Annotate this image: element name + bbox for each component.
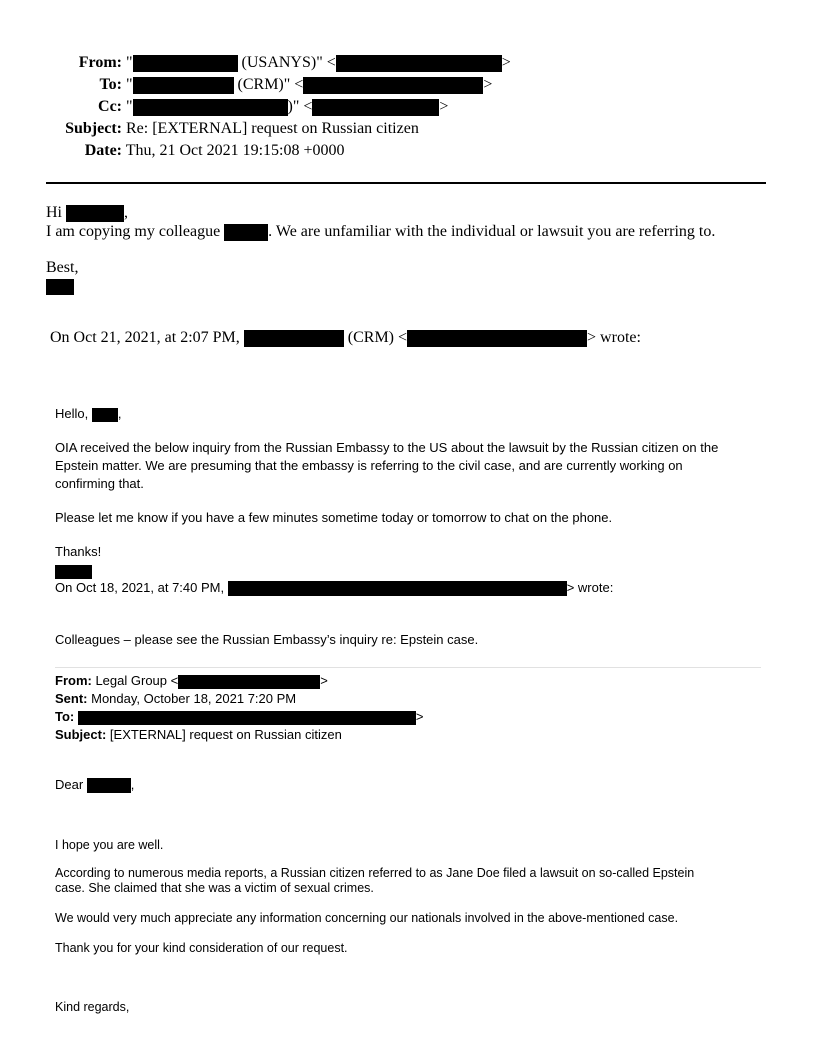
original-p3: We would very much appreciate any information concerning our nationals involved in the above-mentioned case. <box>55 911 679 925</box>
header-from-row <box>46 54 511 72</box>
subject-value: Re: [EXTERNAL] request on Russian citizen <box>126 120 419 137</box>
subject-label: Subject: <box>65 120 122 137</box>
quote1-intro <box>50 329 641 347</box>
original-subject-label: Subject: <box>55 727 107 742</box>
original-from-row <box>55 673 328 689</box>
quote1-intro-start: On Oct 21, 2021, at 2:07 PM, <box>50 329 244 346</box>
date-label: Date: <box>84 142 122 159</box>
redaction-block <box>92 408 118 422</box>
original-p2-line1: According to numerous media reports, a Russian citizen referred to as Jane Doe filed a lawsuit on so-called Epstein <box>55 866 695 880</box>
to-close: > <box>483 76 493 93</box>
original-sent-row <box>55 691 296 706</box>
date-value: Thu, 21 Oct 2021 19:15:08 +0000 <box>125 142 345 159</box>
redaction-block <box>133 55 238 72</box>
reply-greeting <box>46 204 128 222</box>
to-label: To: <box>99 76 122 93</box>
redaction-block <box>178 675 320 689</box>
original-dear <box>55 777 134 793</box>
original-from-value: Legal Group < <box>91 673 179 688</box>
redaction-block <box>303 77 483 94</box>
quote2-intro <box>55 580 613 596</box>
quote1-intro-mid: (CRM) < <box>343 329 408 346</box>
original-sent-label: Sent: <box>55 691 88 706</box>
quote1-hello <box>55 406 121 422</box>
redaction-block <box>336 55 502 72</box>
quote1-para1-line2: Epstein matter. We are presuming that the embassy is referring to the civil case, and are currently working on <box>55 458 683 473</box>
hello-comma: , <box>117 406 122 421</box>
greeting-comma: , <box>124 204 128 221</box>
redaction-block <box>244 330 344 347</box>
original-subject-value: [EXTERNAL] request on Russian citizen <box>106 727 342 742</box>
quote1-signature-redaction <box>55 563 92 581</box>
quote2-intro-start: On Oct 18, 2021, at 7:40 PM, <box>55 580 228 595</box>
greeting-text: Hi <box>46 204 66 221</box>
quote-divider <box>55 667 761 668</box>
from-open-quote: " <box>126 54 133 71</box>
reply-line-1-end: . We are unfamiliar with the individual or lawsuit you are referring to. <box>268 223 716 240</box>
quote1-para1-line1: OIA received the below inquiry from the Russian Embassy to the US about the lawsuit by the Russian citizen on the <box>55 440 719 455</box>
quote1-thanks: Thanks! <box>55 544 102 559</box>
original-to-close: > <box>415 709 424 724</box>
original-p2-line2: case. She claimed that she was a victim of sexual crimes. <box>55 881 374 895</box>
redaction-block <box>312 99 439 116</box>
original-from-label: From: <box>55 673 92 688</box>
redaction-block <box>224 224 268 241</box>
dear-comma: , <box>130 777 135 792</box>
original-to-row <box>55 709 423 725</box>
redaction-block <box>55 565 92 579</box>
to-open-quote: " <box>126 76 133 93</box>
quote1-intro-end: > wrote: <box>587 329 641 346</box>
redaction-block <box>133 99 288 116</box>
redaction-block <box>66 205 124 222</box>
original-p1: I hope you are well. <box>55 838 164 852</box>
redaction-block <box>228 581 567 596</box>
redaction-block <box>407 330 587 347</box>
redaction-block <box>133 77 234 94</box>
original-from-close: > <box>320 673 328 688</box>
quote2-body: Colleagues – please see the Russian Embassy’s inquiry re: Epstein case. <box>55 632 479 647</box>
original-p4: Thank you for your kind consideration of our request. <box>55 941 348 955</box>
reply-line-1 <box>46 223 715 241</box>
from-label: From: <box>78 54 122 71</box>
header-cc-row <box>46 98 448 116</box>
header-divider <box>46 182 766 184</box>
cc-close: > <box>439 98 449 115</box>
original-subject-row <box>55 727 342 742</box>
reply-signoff: Best, <box>46 259 79 276</box>
cc-mid: )" < <box>287 98 313 115</box>
redaction-block <box>46 279 74 295</box>
cc-open-quote: " <box>126 98 133 115</box>
quote1-para2: Please let me know if you have a few minutes sometime today or tomorrow to chat on the phone. <box>55 510 613 525</box>
quote1-para1-line3: confirming that. <box>55 476 144 491</box>
signature-redaction <box>46 278 74 296</box>
original-to-label: To: <box>55 709 75 724</box>
dear-text: Dear <box>55 777 87 792</box>
quote2-intro-end: > wrote: <box>566 580 614 595</box>
redaction-block <box>87 778 131 793</box>
cc-label: Cc: <box>98 98 122 115</box>
to-mid: (CRM)" < <box>233 76 304 93</box>
header-to-row <box>46 76 492 94</box>
header-date-row <box>46 142 345 160</box>
redaction-block <box>78 711 416 725</box>
reply-line-1-start: I am copying my colleague <box>46 223 225 240</box>
original-sent-value: Monday, October 18, 2021 7:20 PM <box>87 691 297 706</box>
original-closing: Kind regards, <box>55 1000 130 1014</box>
hello-text: Hello, <box>55 406 92 421</box>
header-subject-row <box>46 120 419 138</box>
from-mid: (USANYS)" < <box>237 54 336 71</box>
from-close: > <box>501 54 511 71</box>
